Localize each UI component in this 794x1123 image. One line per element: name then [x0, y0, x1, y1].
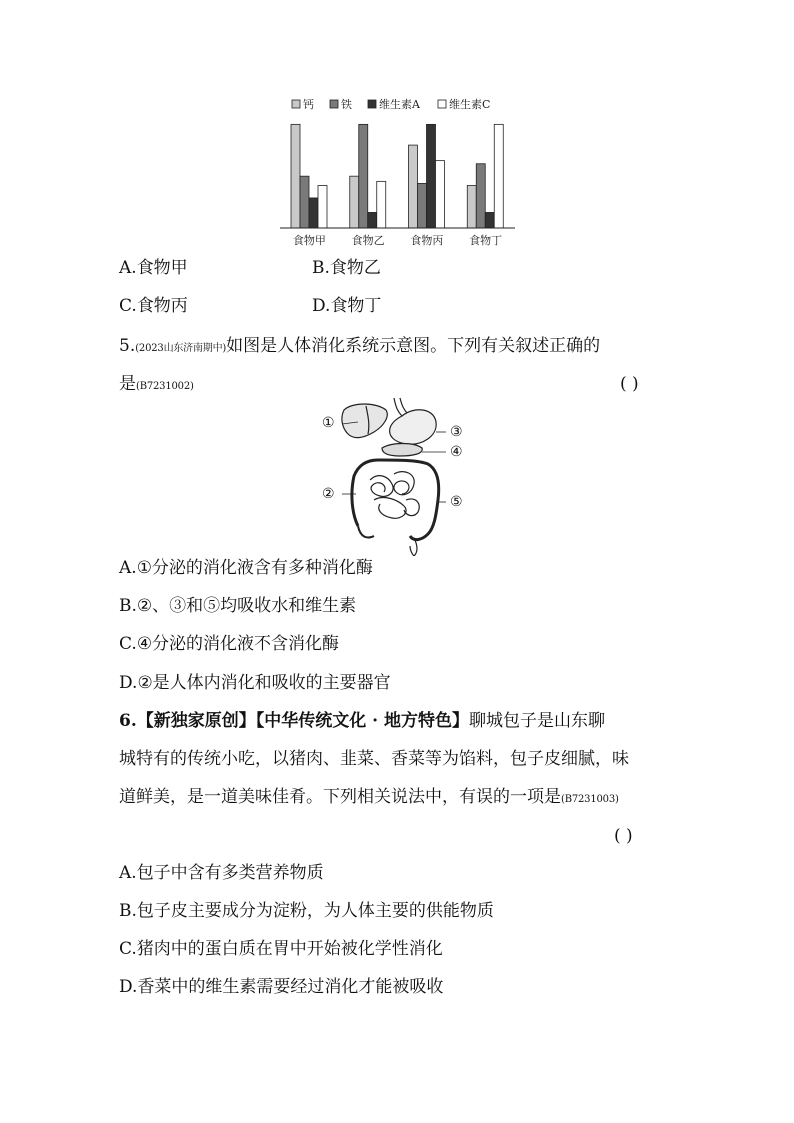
q6-tag-original: 【新独家原创】 — [136, 711, 256, 731]
q6-option-c: C.猪肉中的蛋白质在胃中开始被化学性消化 — [119, 939, 443, 959]
q6-answer-bracket: ( ) — [614, 826, 633, 846]
q5-stem-line1 — [119, 335, 600, 360]
diagram-label-1: ① — [322, 415, 335, 431]
q5-option-a: A.①分泌的消化液含有多种消化酶 — [119, 558, 373, 578]
diagram-label-5: ⑤ — [450, 494, 463, 510]
legend-label-0: 钙 — [303, 98, 314, 111]
diagram-label-3: ③ — [450, 424, 463, 440]
q5-source: (2023山东济南期中) — [135, 343, 227, 354]
chart-svg — [270, 88, 530, 250]
bar-1-0 — [350, 176, 359, 228]
q4-option-b: B.食物乙 — [312, 258, 381, 278]
bar-2-3 — [436, 161, 445, 228]
legend-label-1: 铁 — [341, 98, 352, 111]
nutrient-bar-chart — [270, 88, 530, 250]
q6-option-d: D.香菜中的维生素需要经过消化才能被吸收 — [119, 977, 444, 997]
bar-0-2 — [309, 198, 318, 228]
legend-label-2: 维生素A — [379, 98, 420, 111]
legend-swatch-1 — [330, 100, 338, 108]
bar-3-2 — [485, 212, 494, 228]
q5-option-d: D.②是人体内消化和吸收的主要器官 — [119, 673, 391, 693]
bar-1-1 — [359, 124, 368, 228]
bar-0-1 — [300, 176, 309, 228]
q6-option-a: A.包子中含有多类营养物质 — [119, 863, 324, 883]
bar-3-0 — [467, 186, 476, 228]
bar-0-0 — [291, 124, 300, 228]
legend-swatch-0 — [292, 100, 300, 108]
q5-option-c: C.④分泌的消化液不含消化酶 — [119, 634, 340, 654]
diagram-label-4: ④ — [450, 444, 463, 460]
q4-option-d: D.食物丁 — [312, 296, 382, 316]
q6-stem-line1: 6.【新独家原创】【中华传统文化 · 地方特色】聊城包子是山东聊 — [119, 711, 606, 731]
bar-2-0 — [409, 145, 418, 228]
category-label-0: 食物甲 — [292, 234, 326, 247]
q5-stem: 如图是人体消化系统示意图。下列有关叙述正确的 — [226, 336, 601, 356]
bar-2-1 — [418, 183, 427, 228]
q6-option-b: B.包子皮主要成分为淀粉，为人体主要的供能物质 — [119, 901, 494, 921]
q5-answer-bracket: ( ) — [620, 374, 639, 394]
bar-3-3 — [494, 124, 503, 228]
q5-stem-line2: 是(B7231002) — [119, 374, 194, 394]
q5-code: (B7231002) — [136, 381, 194, 392]
legend-swatch-2 — [368, 100, 376, 108]
q6-number: 6. — [119, 711, 137, 731]
legend-label-3: 维生素C — [449, 98, 491, 111]
q5-option-b: B.②、③和⑤均吸收水和维生素 — [119, 596, 357, 616]
q6-code: (B7231003) — [561, 794, 619, 805]
q4-option-a: A.食物甲 — [119, 258, 188, 278]
diagram-label-2: ② — [322, 486, 335, 502]
category-label-3: 食物丁 — [469, 234, 503, 247]
digestive-system-illustration — [318, 396, 478, 556]
bar-2-2 — [427, 124, 436, 228]
category-label-2: 食物丙 — [410, 234, 444, 247]
legend-swatch-3 — [438, 100, 446, 108]
q6-tag-culture: 【中华传统文化 · 地方特色】 — [255, 711, 470, 731]
bar-1-3 — [377, 181, 386, 228]
bar-3-1 — [476, 164, 485, 228]
category-label-1: 食物乙 — [351, 234, 385, 247]
q6-stem-line3: 道鲜美，是一道美味佳肴。下列相关说法中，有误的一项是(B7231003) — [119, 787, 619, 807]
bar-0-3 — [318, 186, 327, 228]
q6-stem-line2: 城特有的传统小吃，以猪肉、韭菜、香菜等为馅料，包子皮细腻，味 — [119, 749, 629, 769]
bar-1-2 — [368, 212, 377, 228]
q5-number: 5. — [119, 336, 136, 356]
digestive-system-diagram — [318, 396, 478, 556]
q4-option-c: C.食物丙 — [119, 296, 188, 316]
